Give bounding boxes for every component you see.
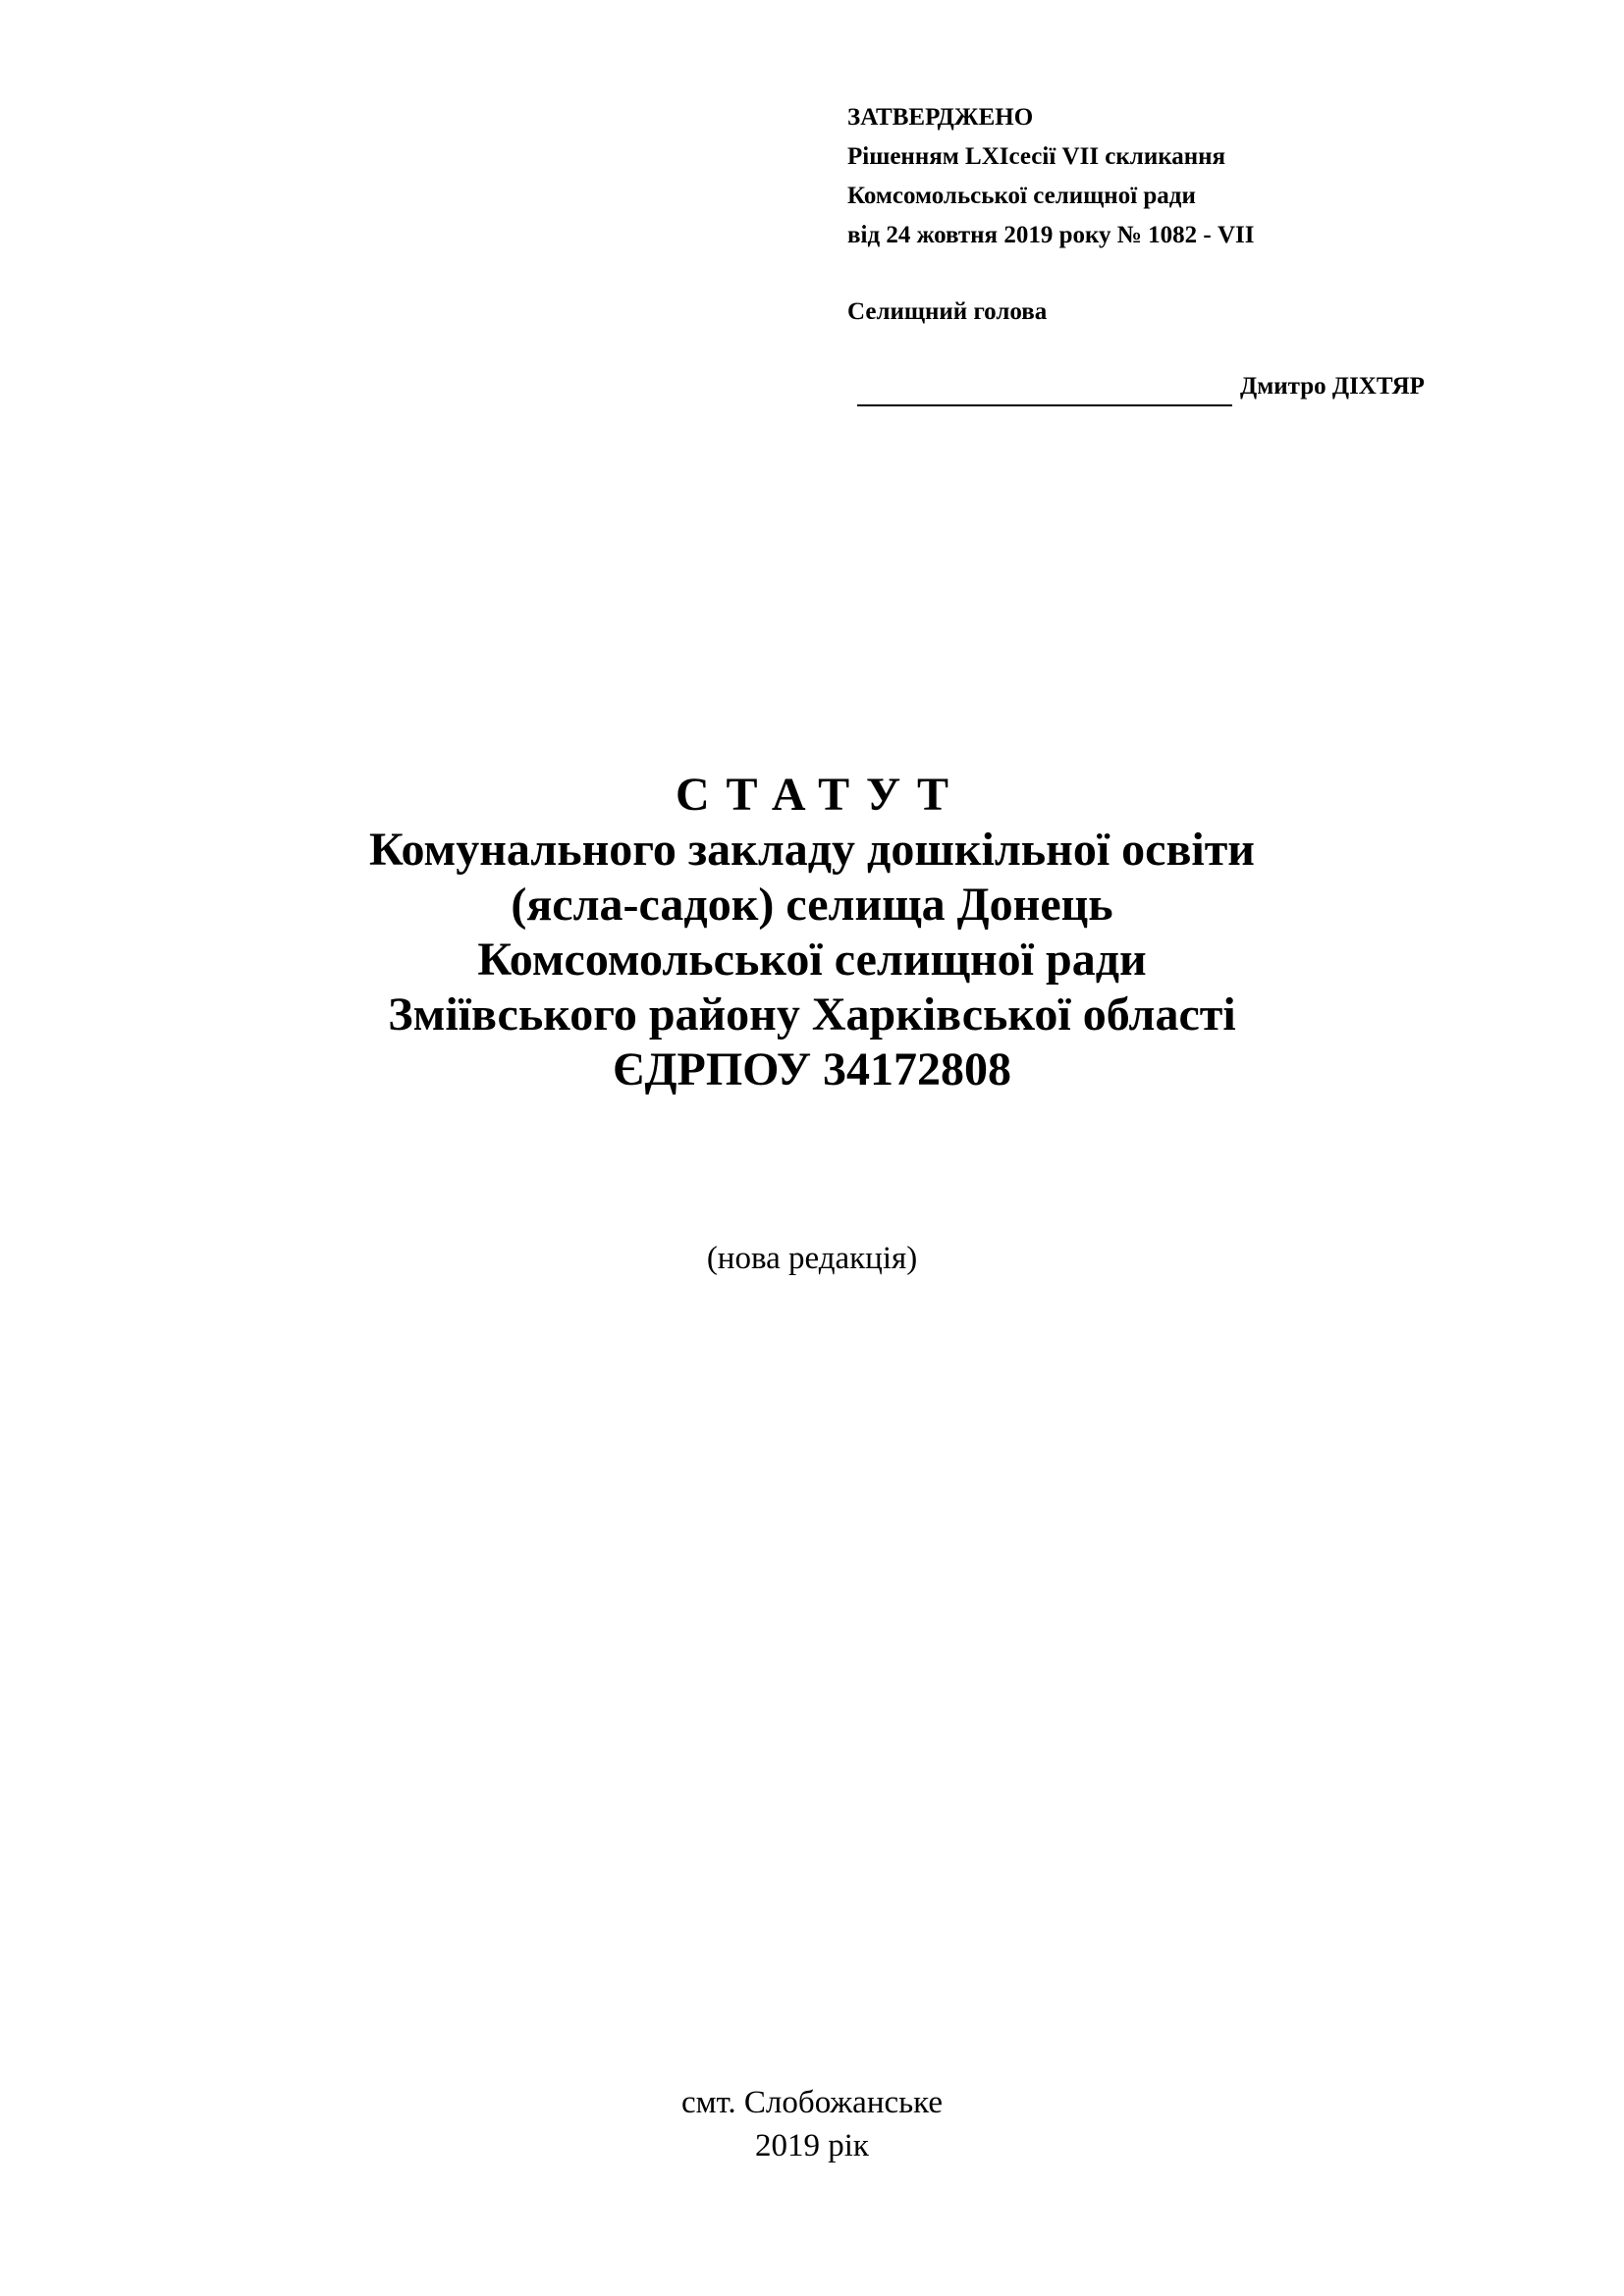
signatory-name: Дмитро ДІХТЯР [1240, 373, 1425, 400]
title-line-2: (ясла-садок) селища Донець [511, 879, 1113, 931]
approval-status: ЗАТВЕРДЖЕНО [847, 104, 1034, 131]
signature-row [847, 367, 1554, 406]
footer-year: 2019 рік [755, 2128, 869, 2163]
title-line-1: Комунального закладу дошкільної освіти [369, 824, 1255, 876]
title-line-4: Зміївського району Харківської області [388, 988, 1236, 1041]
approval-date-number: від 24 жовтня 2019 року № 1082 - VII [847, 222, 1255, 248]
footer-place: смт. Слобожанське [680, 2085, 944, 2120]
edition-note: (нова редакція) [706, 1241, 918, 1276]
approval-council: Комсомольської селищної ради [847, 183, 1196, 209]
signature-line [857, 375, 1232, 406]
approval-block [847, 98, 1554, 406]
title-line-3: Комсомольської селищної ради [477, 934, 1147, 986]
document-title [0, 768, 1624, 1097]
approval-decision: Рішенням LXIсесії VII скликання [847, 143, 1226, 170]
approval-head-title: Селищний голова [847, 298, 1048, 325]
footer-place-year [0, 2081, 1624, 2167]
title-statute: СТАТУТ [676, 769, 965, 821]
title-line-5: ЄДРПОУ 34172808 [612, 1043, 1012, 1095]
